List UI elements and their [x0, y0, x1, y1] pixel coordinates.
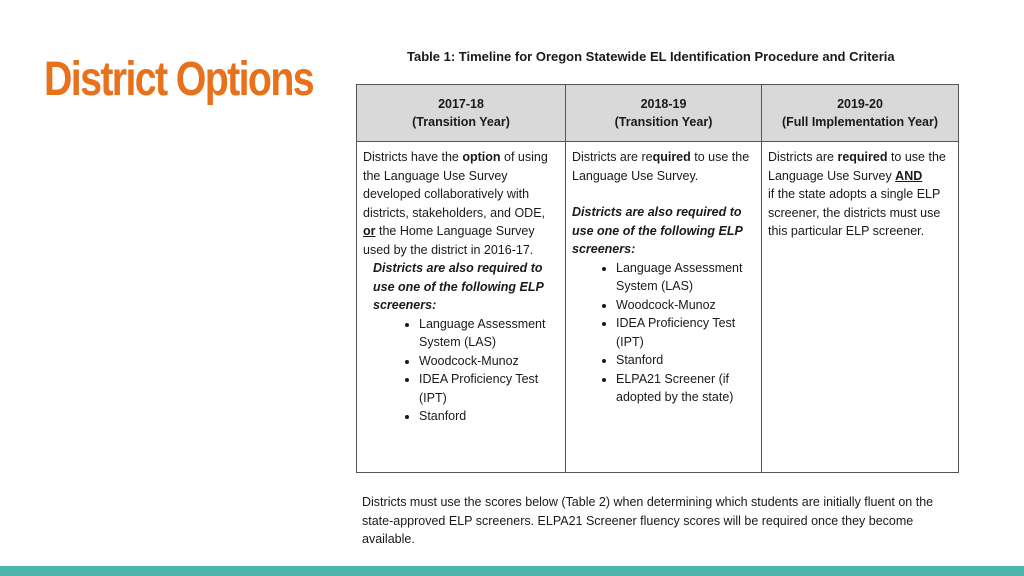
column-header-2019-20 — [761, 84, 959, 142]
column-subtitle: (Transition Year) — [412, 115, 510, 129]
column-year: 2018-19 — [640, 97, 687, 111]
list-item: • IDEA Proficiency Test (IPT) — [419, 370, 559, 407]
list-item: • Woodcock-Munoz — [616, 296, 755, 315]
column-year: 2019-20 — [837, 97, 883, 111]
screener-requirement-note: Districts are also required to use one of the following ELP screeners: — [373, 261, 544, 312]
list-item: • Language Assessment System (LAS) — [616, 259, 755, 296]
cell-text: Districts are required to use the Language Use Survey AND if the state adopts a single ELP screener, the districts must use this particular ELP screener. — [768, 150, 946, 238]
slide-title: District Options — [44, 53, 313, 106]
cell-text: Districts have the option of using the Language Use Survey developed collaboratively with districts, stakeholders, and ODE, or the Home Language Survey used by the district in 2016-17. — [363, 150, 548, 257]
list-item: • Stanford — [419, 407, 559, 426]
timeline-table — [356, 84, 959, 473]
screener-list — [572, 259, 755, 407]
list-item: • Stanford — [616, 351, 755, 370]
cell-2017-18 — [356, 141, 566, 473]
cell-2019-20 — [761, 141, 959, 473]
cell-text: Districts are required to use the Language Use Survey. — [572, 150, 750, 183]
column-subtitle: (Full Implementation Year) — [781, 115, 939, 129]
cell-2018-19 — [565, 141, 762, 473]
screener-list — [363, 315, 559, 426]
list-item: • Woodcock-Munoz — [419, 352, 559, 371]
table-caption: Table 1: Timeline for Oregon Statewide EL Identification Procedure and Criteria — [407, 49, 895, 64]
list-item: • ELPA21 Screener (if adopted by the state) — [616, 370, 755, 407]
column-header-2017-18 — [356, 84, 566, 142]
screener-requirement-note: Districts are also required to use one of the following ELP screeners: — [572, 205, 743, 256]
column-year: 2017-18 — [438, 97, 484, 111]
list-item: • IDEA Proficiency Test (IPT) — [616, 314, 755, 351]
column-subtitle: (Transition Year) — [614, 115, 713, 129]
list-item: • Language Assessment System (LAS) — [419, 315, 559, 352]
column-header-2018-19 — [565, 84, 762, 142]
accent-bar — [0, 566, 1024, 576]
footnote: Districts must use the scores below (Table 2) when determining which students are initially fluent on the state-approved ELP screeners. ELPA21 Screener fluency scores will be required once they become available. — [362, 495, 934, 546]
